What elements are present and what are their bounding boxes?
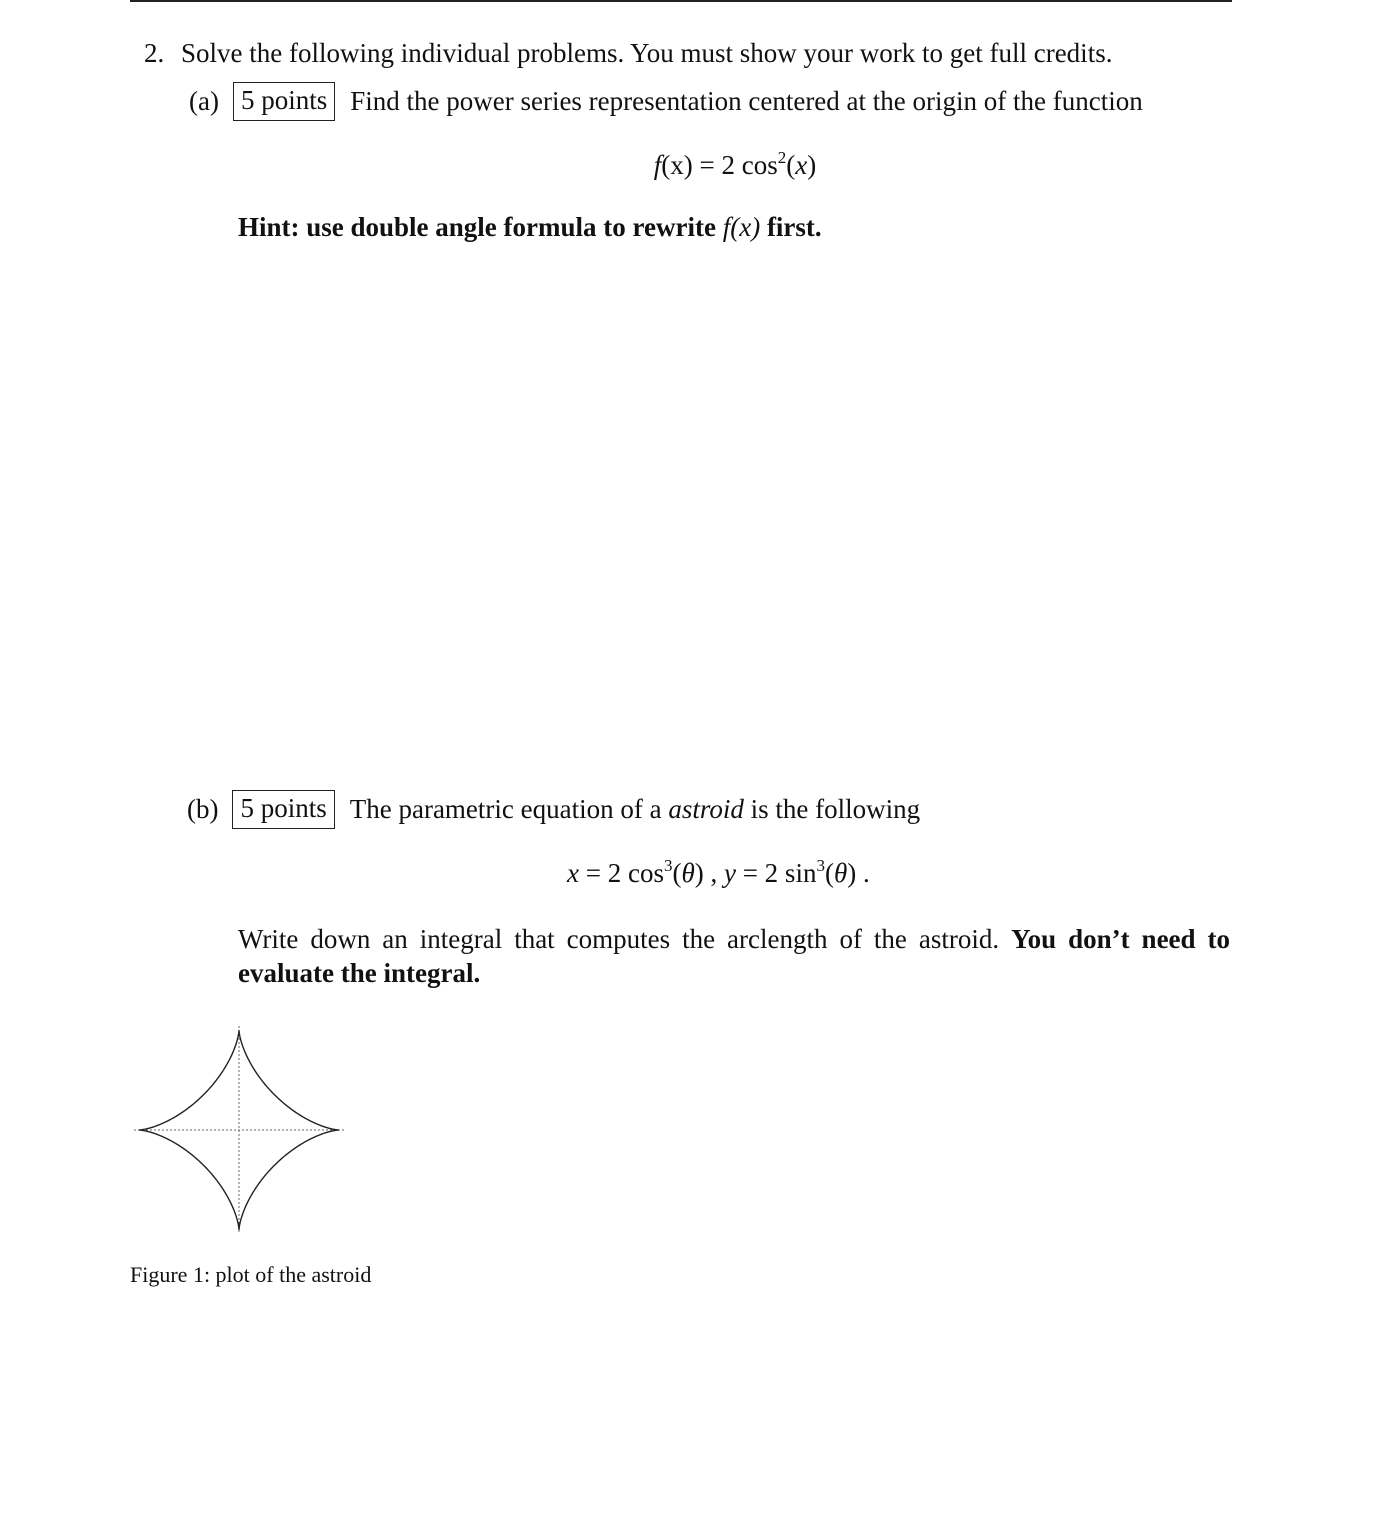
eq-a-exp: 2 [777,148,787,167]
part-a-prompt: Find the power series representation centered at the origin of the function [350,85,1143,116]
eq-b-x-eq: = 2 cos [578,858,664,888]
eq-b-theta-2: θ [833,858,848,888]
eq-b-x: x [567,858,579,888]
part-b-points-box: 5 points [232,790,334,829]
problem-instruction: Solve the following individual problems. You must show your work to get full credits. [181,38,1113,68]
part-b-prompt-italic: astroid [668,793,744,824]
problem-header [144,38,1112,69]
part-a-hint [238,212,822,243]
figure-caption: Figure 1: plot of the astroid [130,1262,372,1287]
part-b-paragraph-text: Write down an integral that computes the arclength of the astroid. [238,924,1012,954]
eq-b-y-exp: 3 [816,856,825,875]
problem-number: 2. [144,38,165,68]
hint-prefix: Hint: use double angle formula to rewrite [238,212,723,242]
part-b-paragraph-bold: You don’t need to evaluate the integral. [238,924,1231,988]
part-b-prompt-prefix: The parametric equation of a [349,793,669,824]
eq-b-x-exp: 3 [663,856,673,875]
eq-b-y-eq: = 2 sin [735,858,817,888]
part-a-label: (a) [189,85,219,116]
eq-a-arg: x [795,150,808,180]
hint-suffix: first. [760,212,822,242]
part-b-prompt-suffix: is the following [743,793,921,824]
eq-a-eq: = 2 cos [692,150,778,180]
eq-a-close: ) [807,150,817,180]
eq-b-sep: , [703,858,724,888]
part-b-header [187,790,920,829]
part-a-points-box: 5 points [233,82,335,121]
part-b-paragraph [238,922,1230,990]
top-rule [130,0,1232,2]
part-a-header [189,82,1143,121]
part-b-label: (b) [187,793,219,824]
part-a-equation [0,150,1400,181]
hint-fn: f(x) [722,212,761,242]
eq-b-theta-1: θ [681,858,695,888]
part-b-equation: x = 2 $\cos^3(\theta)$ , y = 2 $\sin^3(\theta)$ . [567,856,870,888]
eq-b-y: y [723,858,736,888]
eq-a-open: ( [786,150,796,180]
eq-a-fn: f [653,150,662,180]
eq-a-var: (x) [661,150,693,180]
astroid-figure [130,1022,350,1237]
eq-b-end: . [856,858,870,888]
part-b-prompt [350,794,920,825]
